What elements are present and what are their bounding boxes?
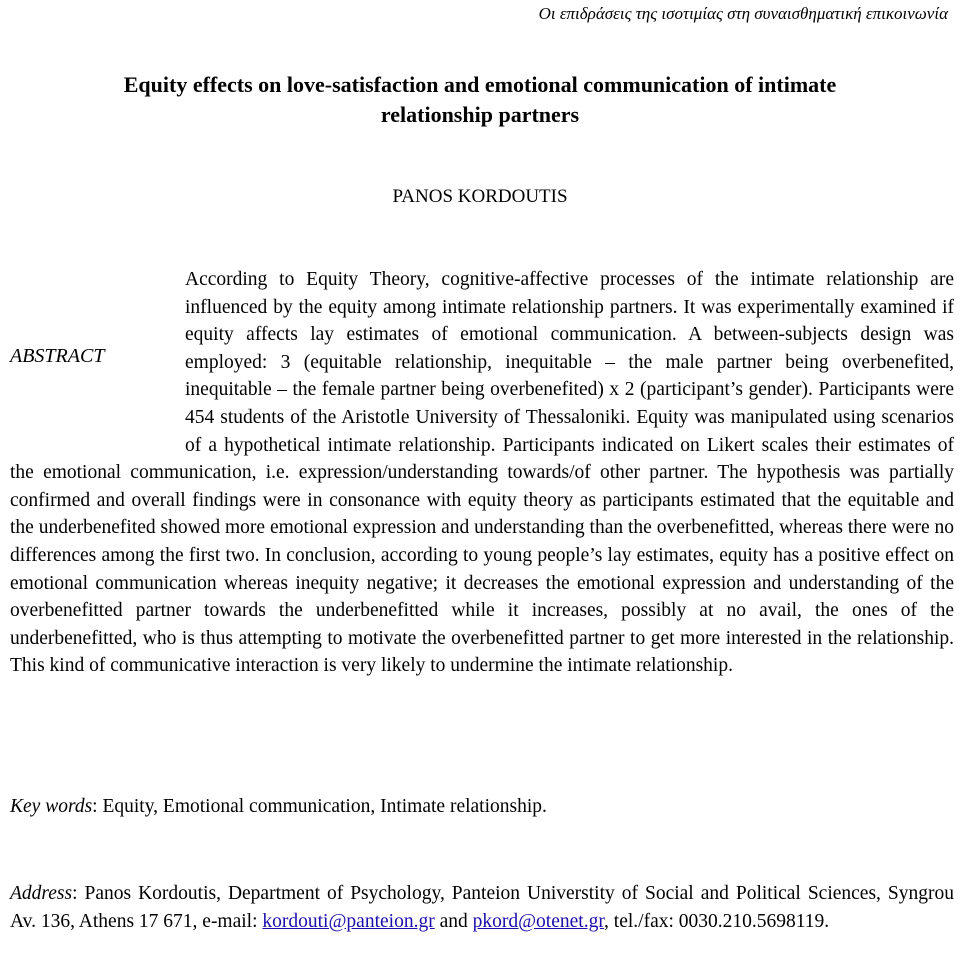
paper-title-line-1: Equity effects on love-satisfaction and emotional communication of intimate <box>123 72 837 97</box>
abstract-text: According to Equity Theory, cognitive-affective processes of the intimate relationship are influenced by the equity among intimate relationship partners. It was experimentally examined if equity affects lay estimates of emotional communication. A between-subjects design was employed: 3 (equitable relationship, inequitable – the male partner being overbenefited, inequitable – the female partner being overbenefited) x 2 (participant’s gender). Participants were 454 students of the Aristotle University of Thessaloniki. Equity was manipulated using scenarios of a hypothetical intimate relationship. Participants indicated on Likert scales their estimates of the emotional communication, i.e. expression/understanding towards/of other partner. The hypothesis was partially confirmed and overall findings were in consonance with equity theory as participants estimated that the equitable and the underbenefited showed more emotional expression and understanding than the overbenefitted, whereas there were no differences among the first two. In conclusion, according to young people’s lay estimates, equity has a positive effect on emotional communication whereas inequity negative; it decreases the emotional expression and understanding of the overbenefitted partner towards the underbenefitted while it increases, possibly at no avail, the ones of the underbenefitted, who is thus attempting to motivate the overbenefitted partner to get more interested in the relationship. This kind of communicative interaction is very likely to undermine the intimate relationship. <box>10 269 954 677</box>
address-text: Panos Kordoutis, Department of Psychology, Panteion Universtity of Social and Political Sciences, Syngrou Av. 136, Athens 17 671, e-mail: <box>10 883 954 932</box>
address <box>10 880 954 935</box>
abstract-label: ABSTRACT <box>10 345 105 367</box>
keywords-colon: : <box>92 796 103 817</box>
email-link-otenet[interactable]: pkord@otenet.gr <box>472 910 605 932</box>
author-name: PANOS KORDOUTIS <box>392 186 568 207</box>
address-conjunction: and <box>434 910 473 932</box>
running-header: Οι επιδράσεις της ισοτιμίας στη συναισθηματική επικοινωνία <box>538 4 948 23</box>
keywords-text: Equity, Emotional communication, Intimate relationship. <box>102 796 547 817</box>
address-colon: : <box>72 883 85 904</box>
address-label: Address <box>10 883 73 904</box>
abstract-body <box>10 266 954 680</box>
abstract-indent-spacer <box>10 266 185 432</box>
keywords-label: Key words <box>10 796 93 817</box>
email-link-panteion[interactable]: kordouti@panteion.gr <box>262 910 435 932</box>
keywords <box>10 796 954 818</box>
address-phone: , tel./fax: 0030.210.5698119. <box>604 910 830 932</box>
paper-title-line-2: relationship partners <box>380 102 580 127</box>
paper-title <box>0 70 960 130</box>
